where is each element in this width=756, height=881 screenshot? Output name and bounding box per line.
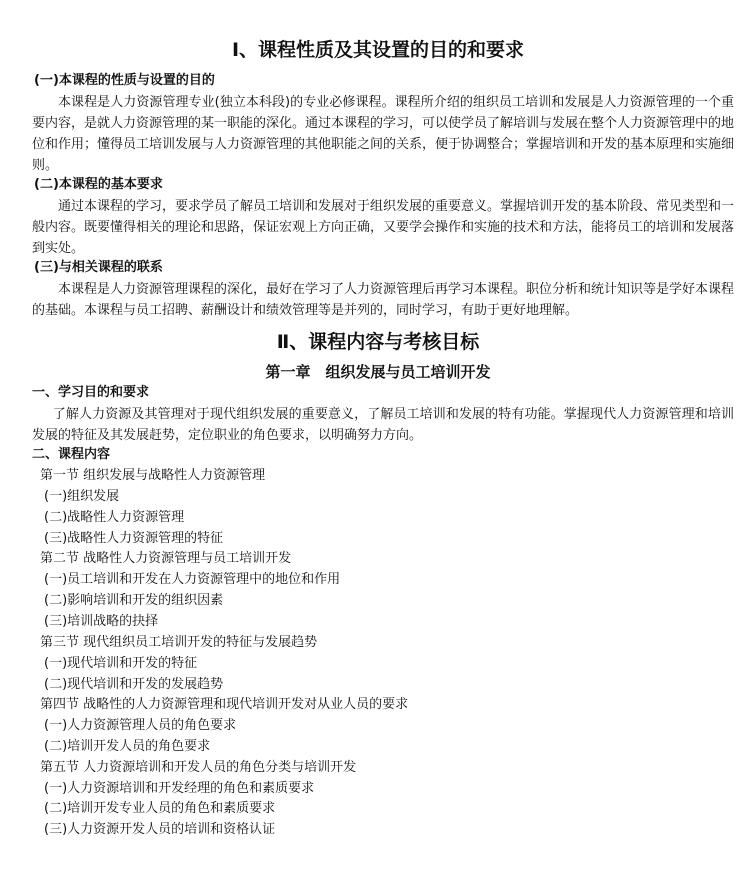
goal-paragraph: 了解人力资源及其管理对于现代组织发展的重要意义，了解员工培训和发展的特有功能。掌握现代人力资源管理和培训发展的特征及其发展赶势，定位职业的角色要求，以明确努力方向。: [32, 407, 734, 443]
outline-section-5: 第五节 人力资源培训和开发人员的角色分类与培训开发: [40, 760, 357, 775]
outline-item: (一)组织发展: [44, 489, 120, 504]
section1-paragraph: 本课程是人力资源管理专业(独立本科段)的专业必修课程。课程所介绍的组织员工培训和发展是人力资源管理的一个重要内容，是就人力资源管理的某一职能的深化。通过本课程的学习，可以使学员了解培训与发展在整个人力资源管理中的地位和作用；懂得员工培训发展与人力资源管理的其他职能之间的关系，便于协调整合；掌握培训和开发的基本原理和实施细则。: [32, 95, 735, 173]
outline-item: (三)培训战略的抉择: [44, 614, 159, 629]
outline-section-1: 第一节 组织发展与战略性人力资源管理: [40, 468, 266, 483]
outline-item: (二)培训开发专业人员的角色和素质要求: [44, 801, 276, 816]
section2-heading: (二)本课程的基本要求: [34, 177, 163, 192]
outline-item: (一)现代培训和开发的特征: [44, 656, 198, 671]
content-heading: 二、课程内容: [32, 447, 111, 462]
outline-item: (三)战略性人力资源管理的特征: [44, 531, 224, 546]
goal-heading: 一、学习目的和要求: [32, 385, 150, 400]
outline-item: (一)人力资源培训和开发经理的角色和素质要求: [44, 781, 315, 796]
outline-item: (二)影响培训和开发的组织因素: [44, 593, 224, 608]
outline-section-3: 第三节 现代组织员工培训开发的特征与发展趋势: [40, 635, 318, 650]
section2-paragraph: 通过本课程的学习，要求学员了解员工培训和发展对于组织发展的重要意义。掌握培训开发的基本阶段、常见类型和一般内容。既要懂得相关的理论和思路，保证宏观上方向正确，又要学会操作和实施的技术和方法，能将员工的培训和发展落到实处。: [32, 199, 735, 256]
outline-section-4: 第四节 战略性的人力资源管理和现代培训开发对从业人员的要求: [40, 697, 409, 712]
outline-item: (一)人力资源管理人员的角色要求: [44, 718, 237, 733]
outline-item: (二)战略性人力资源管理: [44, 510, 185, 525]
outline-item: (三)人力资源开发人员的培训和资格认证: [44, 822, 276, 837]
outline-item: (二)培训开发人员的角色要求: [44, 739, 211, 754]
part1-title: Ⅰ、课程性质及其设置的目的和要求: [231, 39, 525, 61]
outline-section-2: 第二节 战略性人力资源管理与员工培训开发: [40, 551, 292, 566]
section1-heading: (一)本课程的性质与设置的目的: [34, 73, 215, 88]
part2-title: Ⅱ、课程内容与考核目标: [276, 331, 480, 353]
outline-item: (一)员工培训和开发在人力资源管理中的地位和作用: [44, 572, 341, 587]
chapter-title: 第一章 组织发展与员工培训开发: [265, 363, 491, 381]
section3-paragraph: 本课程是人力资源管理课程的深化，最好在学习了人力资源管理后再学习本课程。职位分析和统计知识等是学好本课程的基础。本课程与员工招聘、薪酬设计和绩效管理等是并列的，同时学习，有助于更好地理解。: [32, 282, 735, 318]
section3-heading: (三)与相关课程的联系: [34, 260, 163, 275]
outline-item: (二)现代培训和开发的发展趋势: [44, 677, 224, 692]
